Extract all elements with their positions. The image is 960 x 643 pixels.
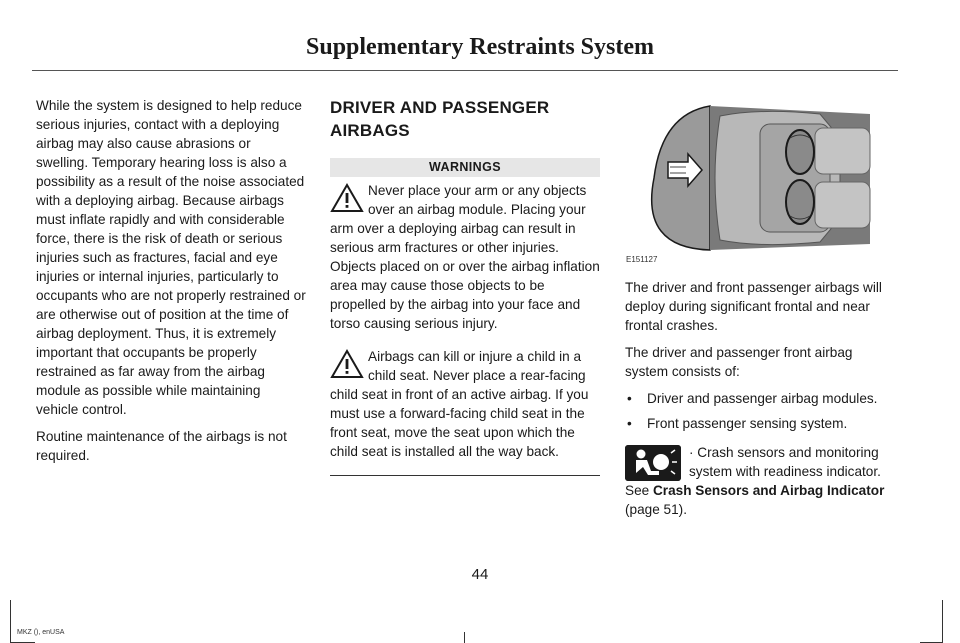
column-left (36, 96, 306, 473)
warning-item-child (330, 347, 600, 461)
page-title: Supplementary Restraints System (306, 34, 654, 60)
crop-mark (942, 600, 943, 643)
header-rule (32, 70, 898, 71)
section-heading: DRIVER AND PASSENGER AIRBAGS (330, 98, 550, 140)
warning-text-arm: Never place your arm or any objects over an airbag module. Placing your arm over a deploying airbag can result in serious arm fractures or other injuries. Objects placed on or over the airbag inflation area may cause those objects to be propelled by the airbag into your face and torso causing serious injury. (330, 183, 600, 331)
maintenance-paragraph: Routine maintenance of the airbags is not required. (36, 429, 287, 463)
warning-item-arm (330, 181, 600, 333)
airbag-deployment-diagram (640, 98, 880, 258)
document-code: MKZ (), enUSA (17, 629, 65, 636)
crop-mark (464, 632, 465, 643)
column-right (625, 278, 897, 519)
list-item: • Front passenger sensing system. (627, 416, 848, 431)
warning-text-child: Airbags can kill or injure a child in a child seat. Never place a rear-facing child seat in front of an active airbag. If you must use a forward-facing child seat in the front seat, move the seat upon which the child seat is installed all the way back. (330, 349, 589, 459)
crash-sensors-reference-link[interactable]: Crash Sensors and Airbag Indicator (652, 483, 885, 498)
warning-triangle-icon (330, 183, 364, 213)
crop-mark (10, 600, 11, 643)
warnings-end-rule (330, 475, 600, 476)
warning-triangle-icon (330, 349, 364, 379)
indicator-paragraph: · Crash sensors and monitoring system with readiness indicator. See Crash Sensors and Airbag Indicator (page 51). (625, 445, 885, 517)
page-number: 44 (471, 566, 489, 583)
deploy-paragraph: The driver and front passenger airbags will deploy during significant frontal and near frontal crashes. (625, 280, 882, 333)
list-item: • Driver and passenger airbag modules. (627, 391, 878, 406)
airbag-injury-paragraph: While the system is designed to help reduce serious injuries, contact with a deploying airbag may also cause abrasions or swelling. Temporary hearing loss is also a possibility as a result of the noise associated with a deploying airbag. Because airbags must inflate rapidly and with considerable force, there is the risk of death or serious injuries such as fractures, facial and eye injuries or internal injuries, particularly to occupants who are not properly restrained or are otherwise out of position at the time of airbag deployment. Thus, it is extremely important that occupants be properly restrained as far away from the airbag module as possible while maintaining vehicle control. (36, 98, 306, 417)
component-list (625, 389, 897, 433)
warnings-bar: WARNINGS (330, 158, 600, 177)
system-consists-paragraph: The driver and passenger front airbag system consists of: (625, 345, 853, 379)
column-middle (330, 96, 600, 476)
airbag-indicator-icon (625, 445, 681, 481)
figure-id: E151127 (626, 255, 658, 264)
